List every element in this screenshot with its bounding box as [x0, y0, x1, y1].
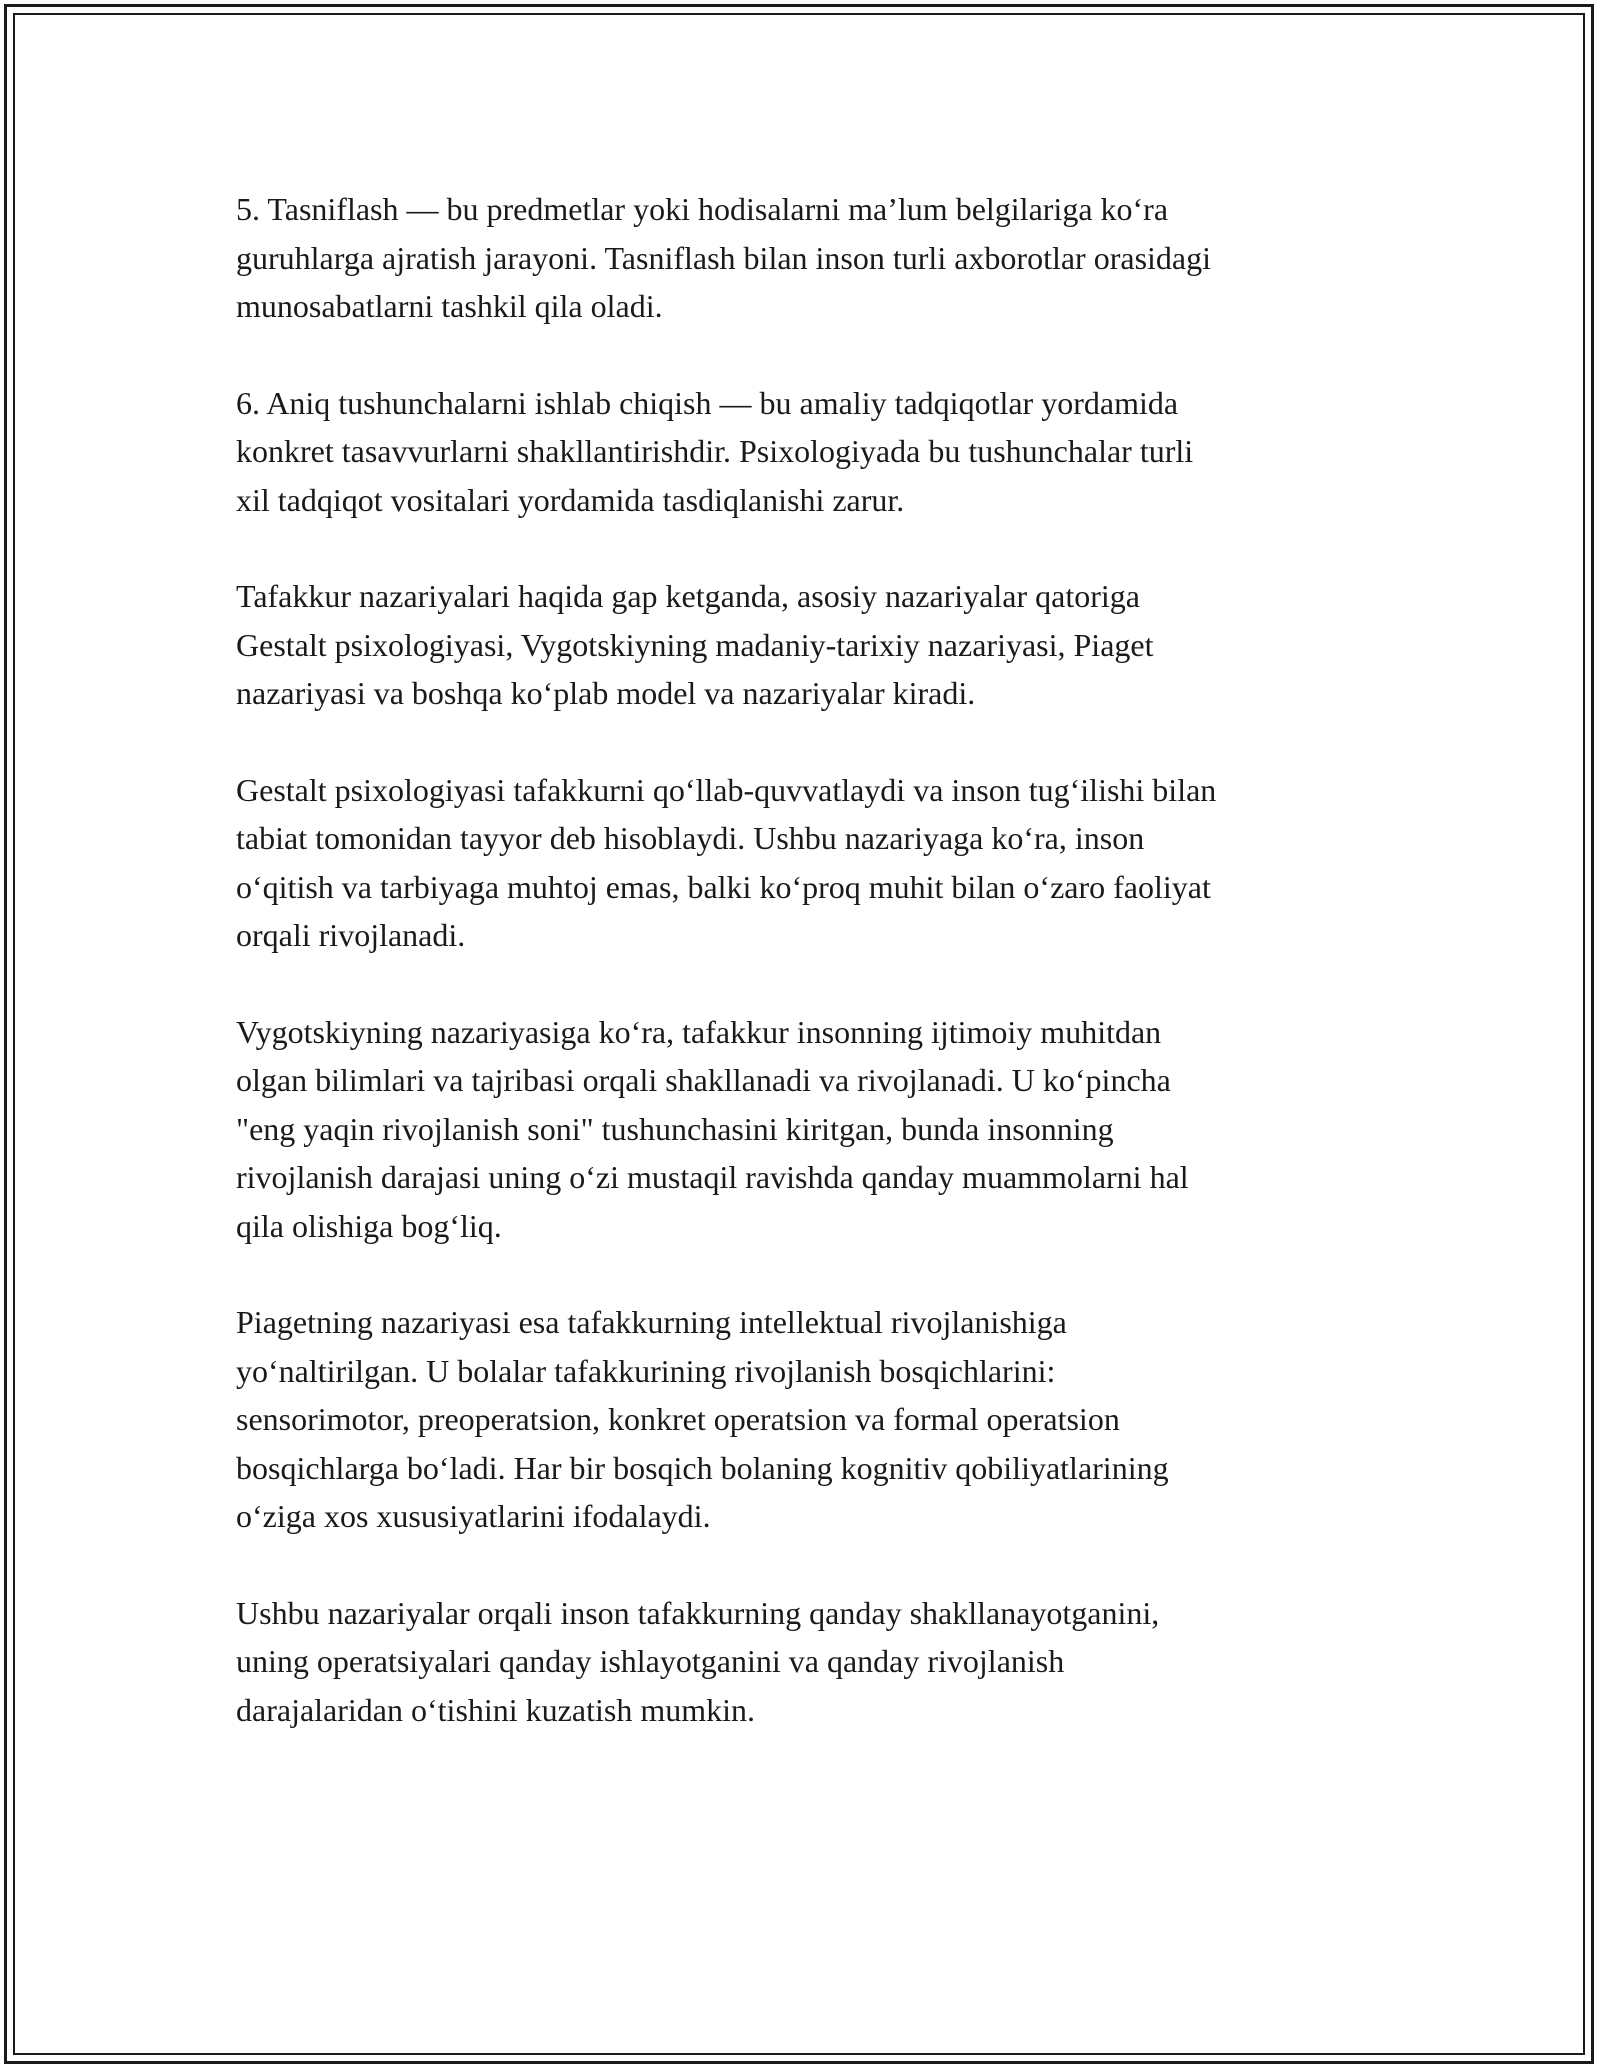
- text-line: Ushbu nazariyalar orqali inson tafakkurning qanday shakllanayotganini,: [236, 1594, 1160, 1631]
- text-line: o‘ziga xos xususiyatlarini ifodalaydi.: [236, 1498, 711, 1534]
- text-line: o‘qitish va tarbiyaga muhtoj emas, balki ko‘proq muhit bilan o‘zaro faoliyat: [236, 868, 1211, 905]
- text-line: xil tadqiqot vositalari yordamida tasdiqlanishi zarur.: [236, 481, 905, 518]
- paragraph-tasniflash: [236, 185, 1376, 331]
- paragraph-piaget: [236, 1298, 1376, 1541]
- paragraph-xulosa: [236, 1589, 1376, 1735]
- text-line: konkret tasavvurlarni shakllantirishdir. Psixologiyada bu tushunchalar turli: [236, 433, 1194, 469]
- text-line: qila olishiga bog‘liq.: [236, 1207, 502, 1244]
- text-line: uning operatsiyalari qanday ishlayotganini va qanday rivojlanish: [236, 1643, 1065, 1679]
- paragraph-vygotskiy: [236, 1008, 1376, 1251]
- text-line: Gestalt psixologiyasi, Vygotskiyning madaniy-tarixiy nazariyasi, Piaget: [236, 626, 1154, 663]
- text-line: Tafakkur nazariyalari haqida gap ketganda, asosiy nazariyalar qatoriga: [236, 578, 1140, 614]
- paragraph-tafakkur-nazariyalari: [236, 572, 1376, 718]
- text-line: tabiat tomonidan tayyor deb hisoblaydi. Ushbu nazariyaga ko‘ra, inson: [236, 820, 1145, 856]
- text-line: olgan bilimlari va tajribasi orqali shakllanadi va rivojlanadi. U ko‘pincha: [236, 1062, 1171, 1098]
- document-body: [236, 185, 1376, 1782]
- text-line: orqali rivojlanadi.: [236, 917, 466, 953]
- text-line: bosqichlarga bo‘ladi. Har bir bosqich bolaning kognitiv qobiliyatlarining: [236, 1449, 1169, 1486]
- paragraph-aniq-tushunchalar: [236, 379, 1376, 525]
- text-line: sensorimotor, preoperatsion, konkret operatsion va formal operatsion: [236, 1401, 1120, 1437]
- text-line: Gestalt psixologiyasi tafakkurni qo‘llab-quvvatlaydi va inson tug‘ilishi bilan: [236, 771, 1217, 808]
- text-line: 6. Aniq tushunchalarni ishlab chiqish — bu amaliy tadqiqotlar yordamida: [236, 384, 1179, 421]
- paragraph-gestalt: [236, 766, 1376, 960]
- text-line: nazariyasi va boshqa ko‘plab model va nazariyalar kiradi.: [236, 675, 976, 711]
- text-line: 5. Tasniflash — bu predmetlar yoki hodisalarni ma’lum belgilariga ko‘ra: [236, 191, 1169, 227]
- text-line: darajalaridan o‘tishini kuzatish mumkin.: [236, 1691, 755, 1728]
- text-line: Piagetning nazariyasi esa tafakkurning intellektual rivojlanishiga: [236, 1304, 1067, 1340]
- text-line: Vygotskiyning nazariyasiga ko‘ra, tafakkur insonning ijtimoiy muhitdan: [236, 1013, 1162, 1050]
- text-line: "eng yaqin rivojlanish soni" tushunchasini kiritgan, bunda insonning: [236, 1110, 1114, 1147]
- text-line: munosabatlarni tashkil qila oladi.: [236, 288, 663, 324]
- text-line: yo‘naltirilgan. U bolalar tafakkurining rivojlanish bosqichlarini:: [236, 1352, 1056, 1389]
- text-line: rivojlanish darajasi uning o‘zi mustaqil ravishda qanday muammolarni hal: [236, 1159, 1189, 1195]
- text-line: guruhlarga ajratish jarayoni. Tasniflash bilan inson turli axborotlar orasidagi: [236, 239, 1211, 276]
